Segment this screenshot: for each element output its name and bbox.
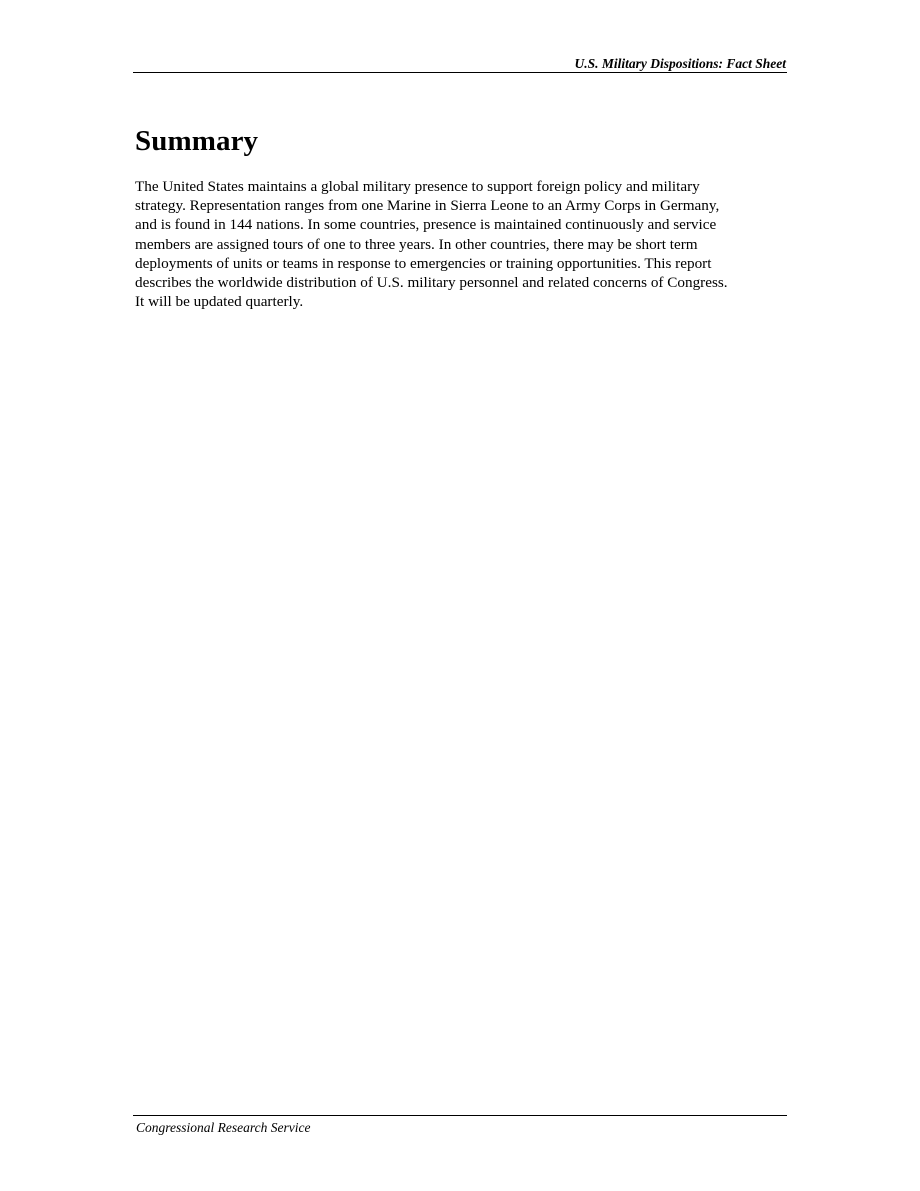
summary-line: describes the worldwide distribution of U.S. military personnel and related concerns of Congress. xyxy=(135,274,728,292)
summary-line: members are assigned tours of one to three years. In other countries, there may be short term xyxy=(135,235,698,253)
footer-publisher: Congressional Research Service xyxy=(136,1120,311,1135)
summary-line: deployments of units or teams in response to emergencies or training opportunities. This report xyxy=(135,254,712,272)
summary-paragraph xyxy=(135,177,787,311)
running-header-title: U.S. Military Dispositions: Fact Sheet xyxy=(574,56,786,71)
summary-line: and is found in 144 nations. In some countries, presence is maintained continuously and service xyxy=(135,216,717,234)
running-footer xyxy=(133,1115,787,1138)
summary-line: The United States maintains a global military presence to support foreign policy and military xyxy=(135,178,700,195)
summary-line: strategy. Representation ranges from one Marine in Sierra Leone to an Army Corps in Germany, xyxy=(135,197,720,215)
section-title: Summary xyxy=(135,125,259,157)
running-header xyxy=(133,55,787,73)
summary-line: It will be updated quarterly. xyxy=(135,293,304,311)
